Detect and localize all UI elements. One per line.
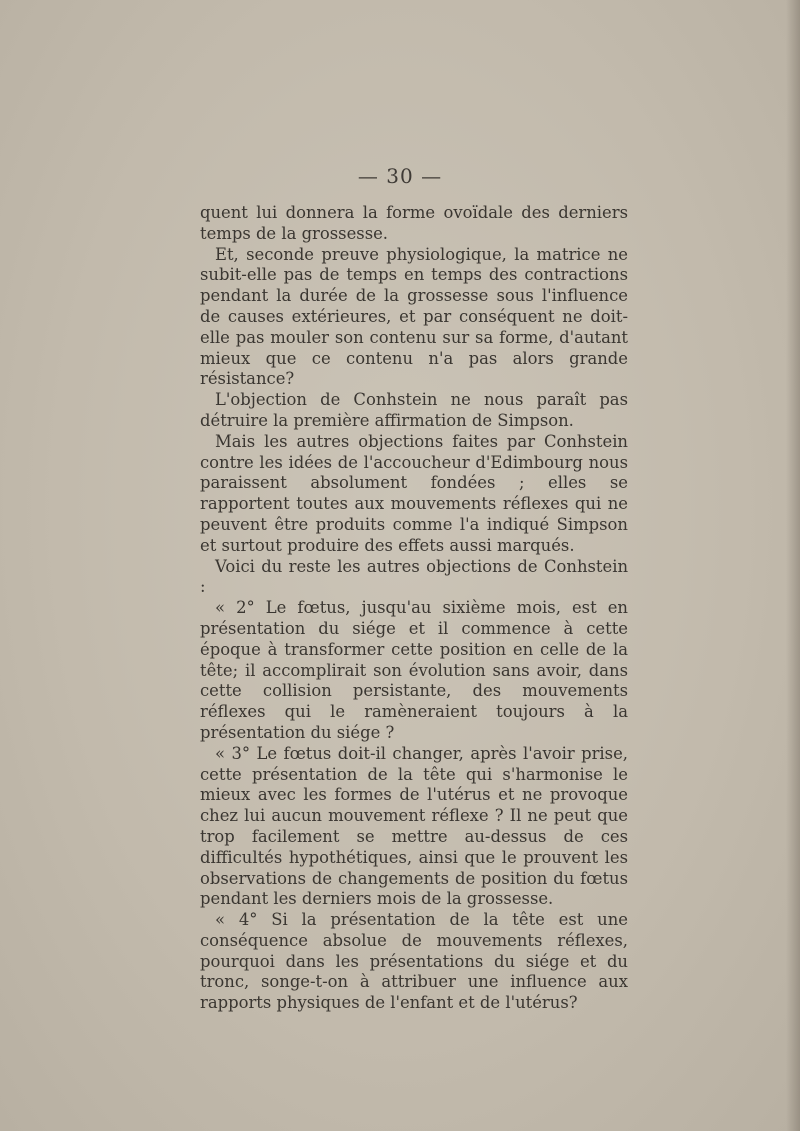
paragraph-objection: L'objection de Conhstein ne nous paraît pas détruire la première affirmation de Simpson. xyxy=(200,390,628,430)
paragraph-intro-list: Voici du reste les autres objections de Conhstein : xyxy=(200,556,628,597)
paragraph-objection-3: « 3° Le fœtus doit-il changer, après l'avoir prise, cette présentation de la tête qui s'harmonise le mieux avec les formes de l'utérus et ne provoque chez lui aucun mouvement réflexe ? Il ne peut que trop facilement se mettre au-dessus de ces difficultés hypothétiques, ainsi que le prouvent les observations de changements de position du fœtus pendant les derniers mois de la grossesse. xyxy=(200,743,628,909)
paragraph-other-objections: Mais les autres objections faites par Conhstein contre les idées de l'accoucheur d'Edimbourg nous paraissent absolument fondées ; elles se rapportent toutes aux mouvements réflexes qui ne peuvent être produits comme l'a indiqué Simpson et surtout produire des effets aussi marqués. xyxy=(200,431,628,555)
paragraph-objection-4: « 4° Si la présentation de la tête est une conséquence absolue de mouvements réflexes, pourquoi dans les présentations du siége et du tronc, songe-t-on à attribuer une influence aux rapports physiques de l'enfant et de l'utérus? xyxy=(200,910,628,1013)
page-number: — 30 — xyxy=(357,164,443,188)
paragraph-objection-2: « 2° Le fœtus, jusqu'au sixième mois, est en présentation du siége et il commence à cette époque à transformer cette position en celle de la tête; il accomplirait son évolution sans avoir, dans cette collision persistante, des mouvements réflexes qui le ramèneraient toujours à la présentation du siége ? xyxy=(200,598,628,742)
body-text xyxy=(200,203,628,1014)
paragraph-physiological-proof: Et, seconde preuve physiologique, la matrice ne subit-elle pas de temps en temps des contractions pendant la durée de la grossesse sous l'influence de causes extérieures, et par conséquent ne doit-elle pas mouler son contenu sur sa forme, d'autant mieux que ce contenu n'a pas alors grande résistance? xyxy=(200,244,628,389)
paragraph-continuation: quent lui donnera la forme ovoïdale des derniers temps de la grossesse. xyxy=(200,203,628,243)
